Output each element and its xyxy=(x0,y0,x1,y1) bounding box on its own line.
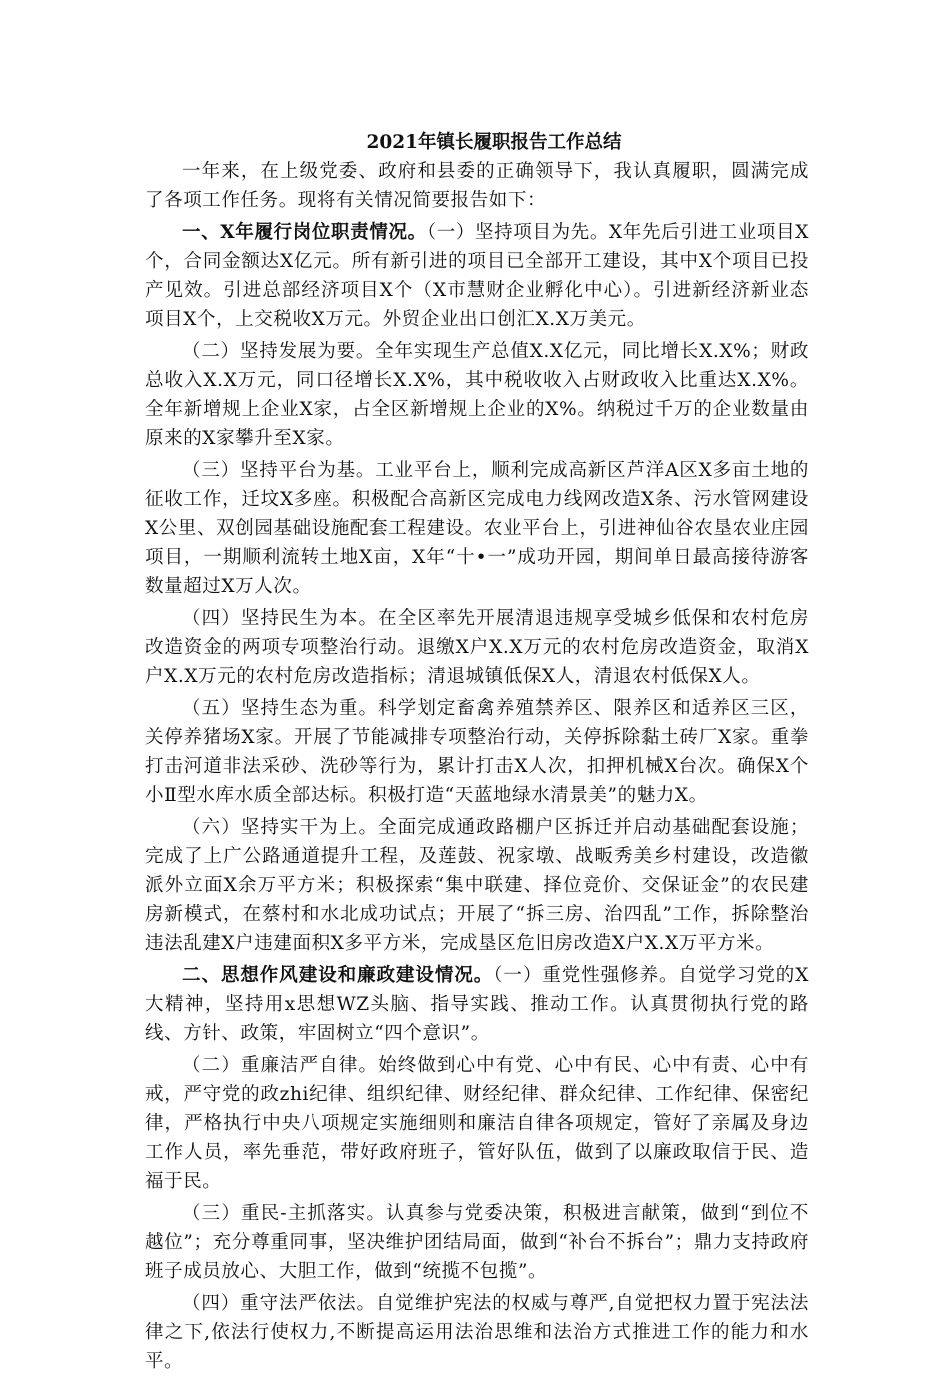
paragraph-text: （五）坚持生态为重。科学划定畜禽养殖禁养区、限养区和适养区三区，关停养猪场X家。开展了节能减排专项整治行动，关停拆除黏土砖厂X家。重拳打击河道非法采砂、洗砂等行为，累计打击X人次，扣押机械X台次。确保X个小Ⅱ型水库水质全部达标。积极打造“天蓝地绿水清景美”的魅力X。 xyxy=(145,697,809,807)
paragraph-intro xyxy=(145,157,809,215)
paragraph-text: （一）坚持项目为先。X年先后引进工业项目X个，合同金额达X亿元。所有新引进的项目已全部开工建设，其中X个项目已投产见效。引进总部经济项目X个（X市慧财企业孵化中心）。引进新经济新业态项目X个，上交税收X万元。外贸企业出口创汇X.X万美元。 xyxy=(145,221,809,331)
paragraph-text: （二）重廉洁严自律。始终做到心中有党、心中有民、心中有责、心中有戒，严守党的政zhi纪律、组织纪律、财经纪律、群众纪律、工作纪律、保密纪律，严格执行中央八项规定实施细则和廉洁自律各项规定，管好了亲属及身边工作人员，率先垂范，带好政府班子，管好队伍，做到了以廉政取信于民、造福于民。 xyxy=(145,1054,809,1193)
paragraph-text: （二）坚持发展为要。全年实现生产总值X.X亿元，同比增长X.X%；财政总收入X.X万元，同口径增长X.X%，其中税收收入占财政收入比重达X.X%。全年新增规上企业X家，占全区新增规上企业的X%。纳税过千万的企业数量由原来的X家攀升至X家。 xyxy=(145,340,809,450)
paragraph-ecology xyxy=(145,694,809,811)
paragraph-development xyxy=(145,337,809,454)
paragraph-text: （六）坚持实干为上。全面完成通政路棚户区拆迁并启动基础配套设施；完成了上广公路通道提升工程，及莲鼓、祝家墩、战畈秀美乡村建设，改造徽派外立面X余万平方米；积极探索“集中联建、择位竞价、交保证金”的农民建房新模式，在蔡村和水北成功试点；开展了“拆三房、治四乱”工作，拆除整治违法乱建X户违建面积X多平方米，完成垦区危旧房改造X户X.X万平方米。 xyxy=(145,816,809,955)
paragraph-platform xyxy=(145,456,809,602)
paragraph-text: （一）重党性强修养。自觉学习党的X大精神，坚持用x思想WZ头脑、指导实践、推动工作。认真贯彻执行党的路线、方针、政策，牢固树立“四个意识”。 xyxy=(145,964,809,1045)
document-title: 2021年镇长履职报告工作总结 xyxy=(366,132,622,153)
section-heading: 一、X年履行岗位职责情况。 xyxy=(182,221,427,243)
paragraph-text: （三）坚持平台为基。工业平台上，顺利完成高新区芦洋A区X多亩土地的征收工作，迁坟X多座。积极配合高新区完成电力线网改造X条、污水管网建设X公里、双创园基础设施配套工程建设。农业平台上，引进神仙谷农垦农业庄园项目，一期顺利流转土地X亩，X年“十•一”成功开园，期间单日最高接待游客数量超过X万人次。 xyxy=(145,459,809,598)
paragraph-section-1 xyxy=(145,218,809,335)
paragraph-integrity xyxy=(145,1051,809,1197)
paragraph-text: （四）重守法严依法。自觉维护宪法的权威与尊严,自觉把权力置于宪法法律之下,依法行使权力,不断提高运用法治思维和法治方式推进工作的能力和水平。 xyxy=(145,1292,809,1372)
paragraph-rule-of-law xyxy=(145,1289,809,1377)
document-page xyxy=(145,128,809,1378)
paragraph-livelihood xyxy=(145,604,809,692)
paragraph-democracy xyxy=(145,1199,809,1287)
paragraph-text: （四）坚持民生为本。在全区率先开展清退违规享受城乡低保和农村危房改造资金的两项专项整治行动。退缴X户X.X万元的农村危房改造资金，取消X户X.X万元的农村危房改造指标；清退城镇低保X人，清退农村低保X人。 xyxy=(145,607,809,688)
section-heading: 二、思想作风建设和廉政建设情况。 xyxy=(182,964,494,986)
paragraph-text: （三）重民-主抓落实。认真参与党委决策，积极进言献策，做到“到位不越位”；充分尊重同事，坚决维护团结局面，做到“补台不拆台”；鼎力支持政府班子成员放心、大胆工作，做到“统揽不包揽”。 xyxy=(145,1202,809,1283)
paragraph-text: 一年来，在上级党委、政府和县委的正确领导下，我认真履职，圆满完成了各项工作任务。现将有关情况简要报告如下： xyxy=(145,161,809,212)
paragraph-section-2 xyxy=(145,961,809,1049)
paragraph-practical-work xyxy=(145,813,809,959)
